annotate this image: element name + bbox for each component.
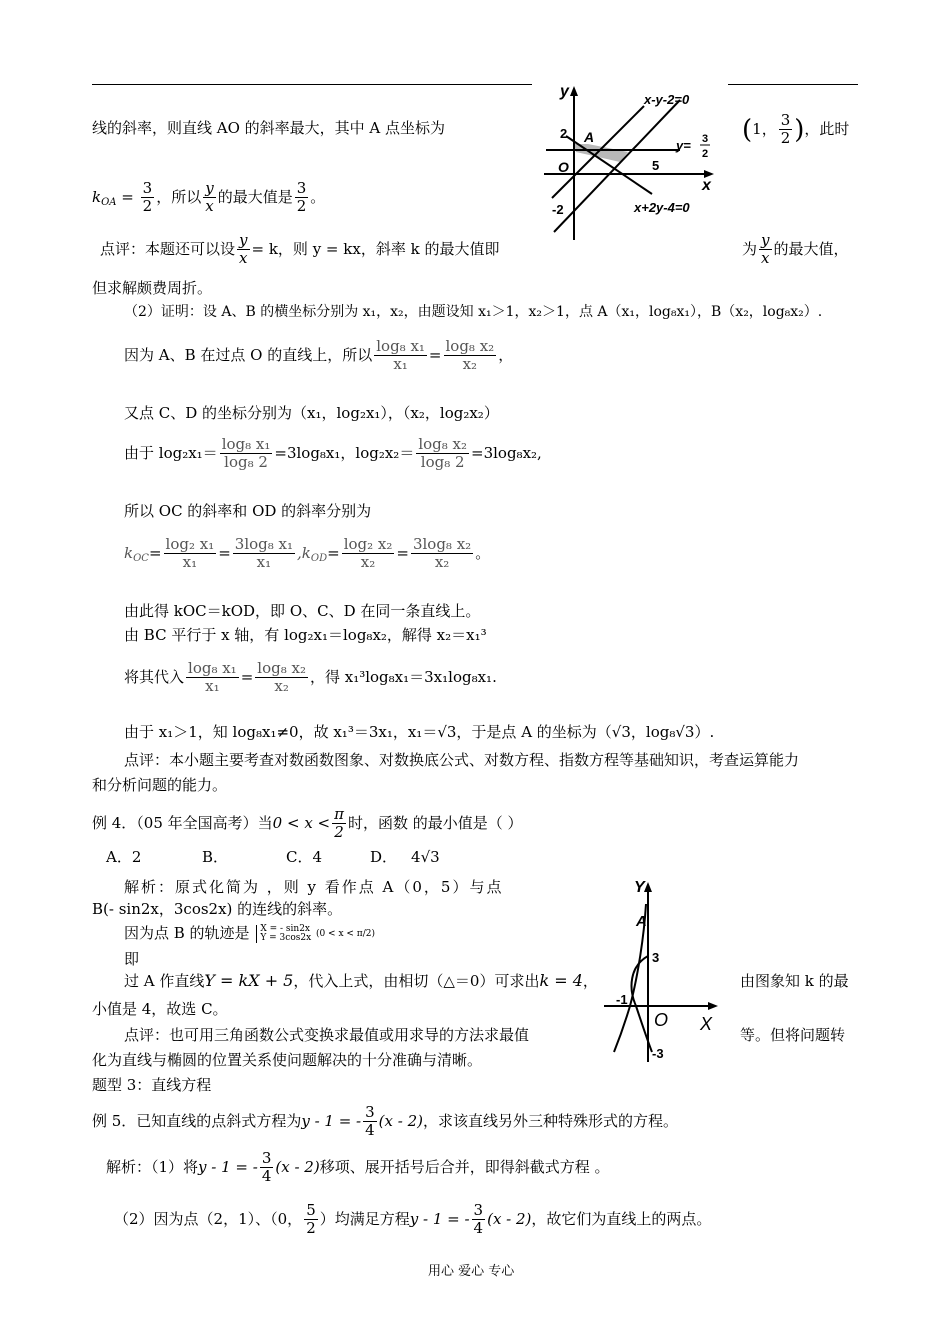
- ex5-line2: 解析：（1）将y - 1 = - $\frac{3}{4}$ (x - 2)移项、展开括号后合并，即得斜截式方程 。: [106, 1149, 610, 1186]
- p2-line5: 所以 OC 的斜率和 OD 的斜率分别为: [124, 502, 372, 520]
- option-a: A．2: [106, 848, 142, 866]
- svg-text:A: A: [636, 913, 647, 930]
- ellipse-tangent-figure: [600, 876, 730, 1066]
- ex4-solution5-tail: 由图象知 k 的最: [740, 972, 849, 990]
- ex4-solution3: 因为点 B 的轨迹是 X = - sin2x Y = 3cos2x (0 < x < π/2): [124, 924, 375, 943]
- ex4-solution2: B(- sin2x，3cos2x) 的连线的斜率。: [92, 900, 343, 918]
- svg-text:3: 3: [702, 133, 709, 145]
- svg-text:X: X: [700, 1014, 713, 1034]
- p2-line12: 和分析问题的能力。: [92, 776, 228, 794]
- fig1-line1-label: x-y-2=0: [644, 92, 690, 107]
- p2-line3: 又点 C、D 的坐标分别为（x₁，log₂x₁），（x₂，log₂x₂）: [124, 404, 499, 422]
- line-x-2y-4: [566, 136, 652, 194]
- svg-text:A: A: [584, 129, 595, 145]
- p2-line7: 由此得 kOC＝kOD，即 O、C、D 在同一条直线上。: [124, 602, 481, 620]
- p2-line6: $k_{OC}=$ $\frac{\text{log₂ x₁}}{\text{x₁}}$ = $\frac{\text{3log₈ x₁}}{\text{x₁}}$ $,k_{OD}=$ $\frac{\text{log₂ x₂}}{\text{x₂}}$ = $\frac{\text{3log₈ x₂}}{\text{x₂}}$ 。: [124, 535, 491, 572]
- header-rule-right: [728, 84, 858, 85]
- option-b: B．: [202, 848, 229, 866]
- p2-line1: （2）证明：设 A、B 的横坐标分别为 x₁，x₂，由题设知 x₁＞1，x₂＞1，点 A（x₁，log₈x₁），B（x₂，log₈x₂）.: [124, 304, 823, 320]
- svg-text:2: 2: [702, 148, 709, 160]
- p2-line2: 因为 A、B 在过点 O 的直线上，所以 $\frac{\text{log₈ x₁}}{\text{x₁}}$ = $\frac{\text{log₈ x₂}}{\text{x₂}}$ ，: [124, 337, 514, 374]
- svg-text:O: O: [654, 1010, 669, 1030]
- p2-line8: 由 BC 平行于 x 轴，有 log₂x₁＝log₈x₂，解得 x₂＝x₁³: [124, 626, 487, 644]
- ex4-line1: 例 4．（05 年全国高考）当0 < x < $\frac{\pi}{2}$ 时，函数 的最小值是（ ）: [92, 805, 523, 842]
- ex4-solution6: 小值是 4，故选 C。: [92, 1000, 228, 1018]
- svg-text:3: 3: [652, 950, 660, 965]
- p1-line2: $k_{OA}$ = $\frac{3}{2}$ ，所以 $\frac{y}{x}$ 的最大值是 $\frac{3}{2}$ 。: [92, 179, 326, 216]
- p1-line3-tail: 为 $\frac{y}{x}$ 的最大值，: [742, 231, 849, 268]
- topic3-heading: 题型 3：直线方程: [92, 1076, 212, 1094]
- header-rule-left: [92, 84, 532, 85]
- option-d: D．: [370, 848, 398, 866]
- page-footer: 用心 爱心 专心: [428, 1264, 515, 1279]
- ex5-line3: （2）因为点（2，1）、（0， $\frac{5}{2}$ ）均满足方程y - 1 = - $\frac{3}{4}$ (x - 2)，故它们为直线上的两点。: [114, 1201, 712, 1238]
- svg-text:O: O: [558, 159, 569, 175]
- ex4-solution5: 过 A 作直线Y = kX + 5，代入上式，由相切（△＝0）可求出k = 4，: [124, 971, 598, 990]
- p2-line11: 点评：本小题主要考查对数函数图象、对数换底公式、对数方程、指数方程等基础知识，考查运算能力: [124, 751, 800, 769]
- option-c: C．4: [286, 848, 323, 866]
- p2-line9: 将其代入 $\frac{\text{log₈ x₁}}{\text{x₁}}$ = $\frac{\text{log₈ x₂}}{\text{x₂}}$ ，得 x₁³log₈x₁＝3x₁log₈x₁.: [124, 659, 497, 696]
- svg-text:2: 2: [560, 126, 568, 141]
- p1-line4: 但求解颇费周折。: [92, 279, 213, 297]
- p1-line1: 线的斜率，则直线 AO 的斜率最大，其中 A 点坐标为: [92, 119, 446, 137]
- fig1-line2-label: y=: [676, 138, 691, 153]
- svg-text:Y: Y: [634, 879, 645, 896]
- fig1-line3-label: x+2y-4=0: [634, 200, 690, 215]
- p2-line10: 由于 x₁＞1，知 log₈x₁≠0，故 x₁³＝3x₁，x₁＝√3，于是点 A 的坐标为（√3，log₈√3）.: [124, 723, 715, 741]
- svg-text:5: 5: [652, 158, 660, 173]
- ex4-solution8: 化为直线与椭圆的位置关系使问题解决的十分准确与清晰。: [92, 1051, 483, 1069]
- ex5-line1: 例 5．已知直线的点斜式方程为y - 1 = - $\frac{3}{4}$ (x - 2)，求该直线另外三种特殊形式的方程。: [92, 1103, 678, 1140]
- feasible-region-figure: [530, 82, 730, 244]
- ex4-solution1: 解析：原式化简为 ，则 y 看作点 A（0，5）与点: [124, 878, 504, 896]
- svg-text:-2: -2: [552, 202, 564, 217]
- svg-text:-3: -3: [652, 1046, 664, 1061]
- fig1-x-label: x: [702, 177, 711, 194]
- ex4-solution7: 点评：也可用三角函数公式变换求最值或用求导的方法求最值: [124, 1026, 530, 1044]
- p1-line3: 点评：本题还可以设 $\frac{y}{x}$ = k，则 y = kx，斜率 k 的最大值即: [100, 231, 500, 268]
- svg-text:-1: -1: [616, 992, 628, 1007]
- p2-line4: 由于 log₂x₁＝ $\frac{\text{log₈ x₁}}{\text{log₈ 2}}$ =3log₈x₁，log₂x₂＝ $\frac{\text{log₈ x₂}}{\text{log₈ 2}}$ =3log₈x₂,: [124, 435, 542, 472]
- fig1-y-label: y: [560, 83, 569, 100]
- point-a-coordinate: (1， $\frac{3}{2}$ )，此时: [742, 111, 850, 148]
- ex4-options: A．2 B． C．4 D． 4√3: [106, 848, 440, 866]
- ex4-solution7-tail: 等。但将问题转: [740, 1026, 846, 1044]
- ex4-solution4: 即: [124, 950, 140, 968]
